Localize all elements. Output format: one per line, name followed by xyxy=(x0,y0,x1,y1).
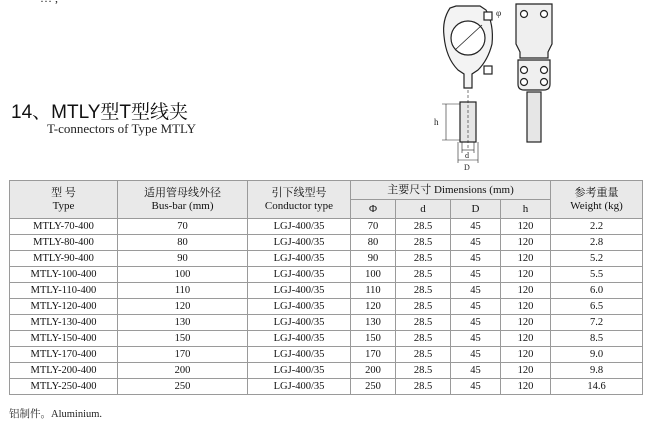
header-dimensions: 主要尺寸 Dimensions (mm) xyxy=(351,181,551,200)
table-row: MTLY-250-400 250 LGJ-400/35 250 28.5 45 120 14.6 xyxy=(10,379,643,395)
header-phi: Φ xyxy=(351,200,396,219)
label-d: d xyxy=(465,151,469,160)
section-title: 14、MTLY型T型线夹 xyxy=(11,102,189,123)
table-row: MTLY-150-400 150 LGJ-400/35 150 28.5 45 120 8.5 xyxy=(10,331,643,347)
table-row: MTLY-170-400 170 LGJ-400/35 170 28.5 45 120 9.0 xyxy=(10,347,643,363)
table-row: MTLY-80-400 80 LGJ-400/35 80 28.5 45 120 2.8 xyxy=(10,235,643,251)
header-type: 型 号 Type xyxy=(10,181,118,219)
t-connector-drawing xyxy=(420,0,640,175)
table-body xyxy=(10,219,643,395)
table-row: MTLY-100-400 100 LGJ-400/35 100 28.5 45 120 5.5 xyxy=(10,267,643,283)
table-row: MTLY-110-400 110 LGJ-400/35 110 28.5 45 120 6.0 xyxy=(10,283,643,299)
table-row: MTLY-130-400 130 LGJ-400/35 130 28.5 45 120 7.2 xyxy=(10,315,643,331)
header-D: D xyxy=(451,200,501,219)
label-phi: φ xyxy=(496,8,502,18)
top-text-fragment xyxy=(40,0,58,6)
table-row: MTLY-120-400 120 LGJ-400/35 120 28.5 45 120 6.5 xyxy=(10,299,643,315)
header-weight: 参考重量 Weight (kg) xyxy=(551,181,643,219)
header-d: d xyxy=(396,200,451,219)
label-h: h xyxy=(434,117,439,127)
section-subtitle: T-connectors of Type MTLY xyxy=(47,121,197,136)
table-row: MTLY-70-400 70 LGJ-400/35 70 28.5 45 120 2.2 xyxy=(10,219,643,235)
material-note: 铝制件。Aluminium. xyxy=(9,409,103,420)
table-row: MTLY-200-400 200 LGJ-400/35 200 28.5 45 120 9.8 xyxy=(10,363,643,379)
header-h: h xyxy=(501,200,551,219)
header-busbar: 适用管母线外径 Bus-bar (mm) xyxy=(118,181,248,219)
spec-table xyxy=(9,180,643,395)
header-conductor: 引下线型号 Conductor type xyxy=(248,181,351,219)
table-row: MTLY-90-400 90 LGJ-400/35 90 28.5 45 120 5.2 xyxy=(10,251,643,267)
label-D: D xyxy=(464,163,470,172)
